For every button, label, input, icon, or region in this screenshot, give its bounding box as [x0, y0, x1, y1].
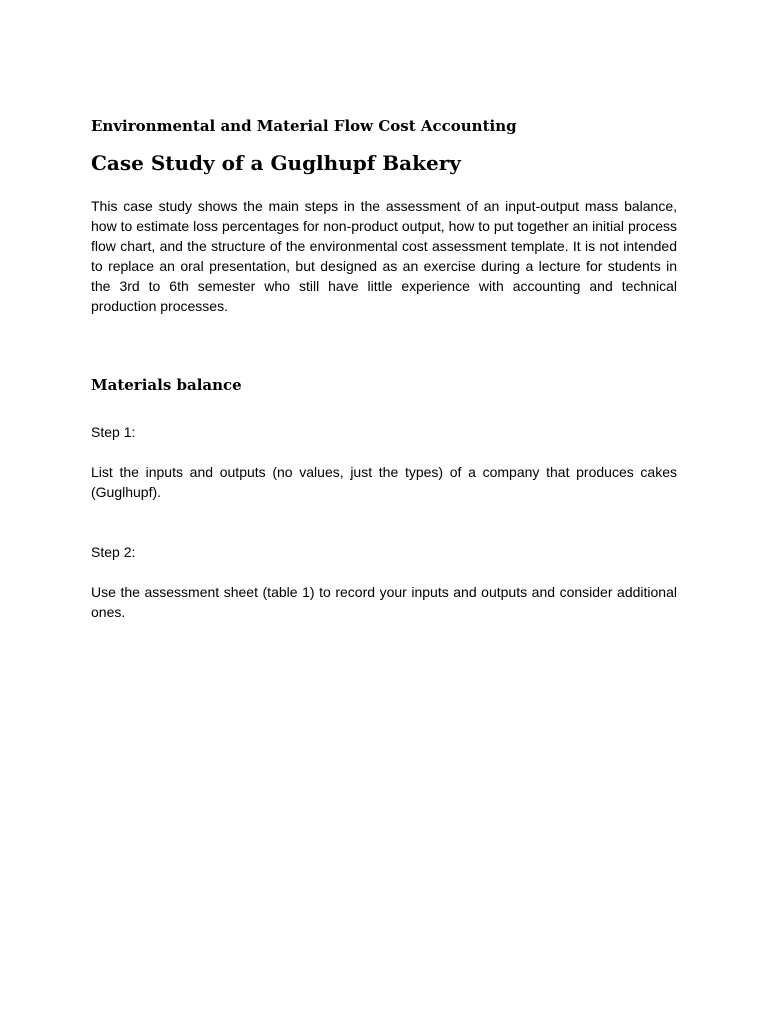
step-1-label: Step 1:	[91, 424, 136, 440]
section-heading-materials-balance: Materials balance	[91, 376, 242, 394]
intro-paragraph: This case study shows the main steps in the assessment of an input-output mass balance, how to estimate loss percentages for non-product output, how to put together an initial process flow chart, and the structure of the environmental cost assessment template. It is not intended to replace an oral presentation, but designed as an exercise during a lecture for students in the 3rd to 6th semester who still have little experience with accounting and technical production processes.	[91, 198, 677, 314]
step-2-text: Use the assessment sheet (table 1) to record your inputs and outputs and consider additional ones.	[91, 584, 677, 620]
document-title: Case Study of a Guglhupf Bakery	[91, 151, 461, 175]
step-2-label: Step 2:	[91, 544, 136, 560]
step-1-text: List the inputs and outputs (no values, just the types) of a company that produces cakes (Guglhupf).	[91, 464, 677, 500]
document-supertitle: Environmental and Material Flow Cost Accounting	[91, 117, 517, 135]
